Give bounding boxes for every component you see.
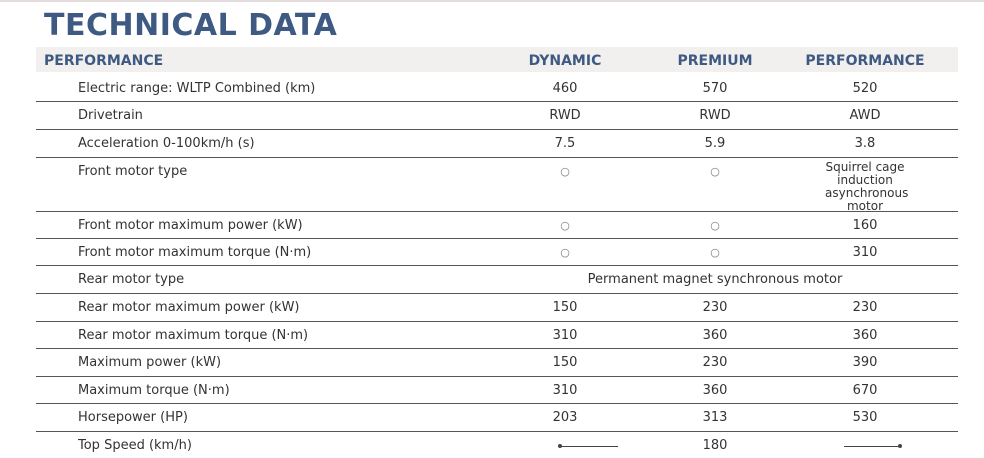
row-label: Front motor maximum torque (N·m)	[78, 245, 312, 260]
cell-premium: RWD	[699, 108, 731, 123]
row-label: Front motor type	[78, 164, 188, 179]
cell-performance: 310	[852, 245, 878, 260]
top-divider	[0, 0, 984, 2]
table-row	[36, 75, 958, 102]
cell-premium: 570	[702, 81, 728, 96]
row-label: Maximum power (kW)	[78, 355, 222, 370]
table-row	[36, 377, 958, 404]
cell-dynamic: 310	[552, 328, 578, 343]
row-label: Drivetrain	[78, 108, 143, 123]
cell-dynamic: 203	[552, 410, 578, 425]
table-row	[36, 266, 958, 294]
cell-premium: 230	[702, 300, 728, 315]
connector-line-right	[844, 446, 900, 447]
row-label: Maximum torque (N·m)	[78, 383, 230, 398]
column-header-performance: PERFORMANCE	[805, 53, 925, 69]
cell-premium: 230	[702, 355, 728, 370]
cell-premium: 5.9	[704, 136, 726, 151]
connector-line-left	[560, 446, 618, 447]
cell-premium: ○	[710, 246, 720, 259]
cell-performance: 3.8	[854, 136, 876, 151]
cell-dynamic: 150	[552, 300, 578, 315]
row-label: Electric range: WLTP Combined (km)	[78, 81, 316, 96]
cell-dynamic: 7.5	[554, 136, 576, 151]
column-header-premium: PREMIUM	[677, 53, 753, 69]
cell-premium: 360	[702, 383, 728, 398]
table-row	[36, 294, 958, 322]
row-label: Rear motor type	[78, 272, 185, 287]
cell-performance: 390	[852, 355, 878, 370]
cell-dynamic: 310	[552, 383, 578, 398]
cell-performance: 670	[852, 383, 878, 398]
cell-premium: ○	[710, 165, 720, 178]
cell-performance: 530	[852, 410, 878, 425]
section-heading: PERFORMANCE	[44, 53, 164, 69]
cell-dynamic: ○	[560, 165, 570, 178]
merged-value: Permanent magnet synchronous motor	[587, 272, 843, 287]
cell-premium: ○	[710, 219, 720, 232]
table-row	[36, 102, 958, 130]
cell-dynamic: ○	[560, 246, 570, 259]
table-row	[36, 212, 958, 239]
cell-performance: AWD	[849, 108, 881, 123]
table-row	[36, 322, 958, 349]
column-header-dynamic: DYNAMIC	[528, 53, 602, 69]
cell-performance: 520	[852, 81, 878, 96]
table-row	[36, 432, 958, 458]
cell-premium: 313	[702, 410, 728, 425]
row-label: Front motor maximum power (kW)	[78, 218, 303, 233]
table-row	[36, 130, 958, 158]
table-row	[36, 404, 958, 432]
row-label: Top Speed (km/h)	[78, 438, 192, 453]
shared-value: 180	[702, 438, 728, 453]
cell-dynamic: RWD	[549, 108, 581, 123]
row-label: Horsepower (HP)	[78, 410, 188, 425]
table-row	[36, 349, 958, 377]
cell-dynamic: 460	[552, 81, 578, 96]
table-row	[36, 239, 958, 266]
cell-performance: Squirrel cage induction asynchronous motor	[825, 160, 909, 213]
cell-dynamic: 150	[552, 355, 578, 370]
cell-performance: 360	[852, 328, 878, 343]
page-title: TECHNICAL DATA	[44, 8, 338, 43]
cell-premium: 360	[702, 328, 728, 343]
row-label: Rear motor maximum power (kW)	[78, 300, 300, 315]
cell-performance: 230	[852, 300, 878, 315]
row-label: Acceleration 0-100km/h (s)	[78, 136, 255, 151]
cell-performance: 160	[852, 218, 878, 233]
row-label: Rear motor maximum torque (N·m)	[78, 328, 309, 343]
cell-dynamic: ○	[560, 219, 570, 232]
table-row	[36, 158, 958, 212]
